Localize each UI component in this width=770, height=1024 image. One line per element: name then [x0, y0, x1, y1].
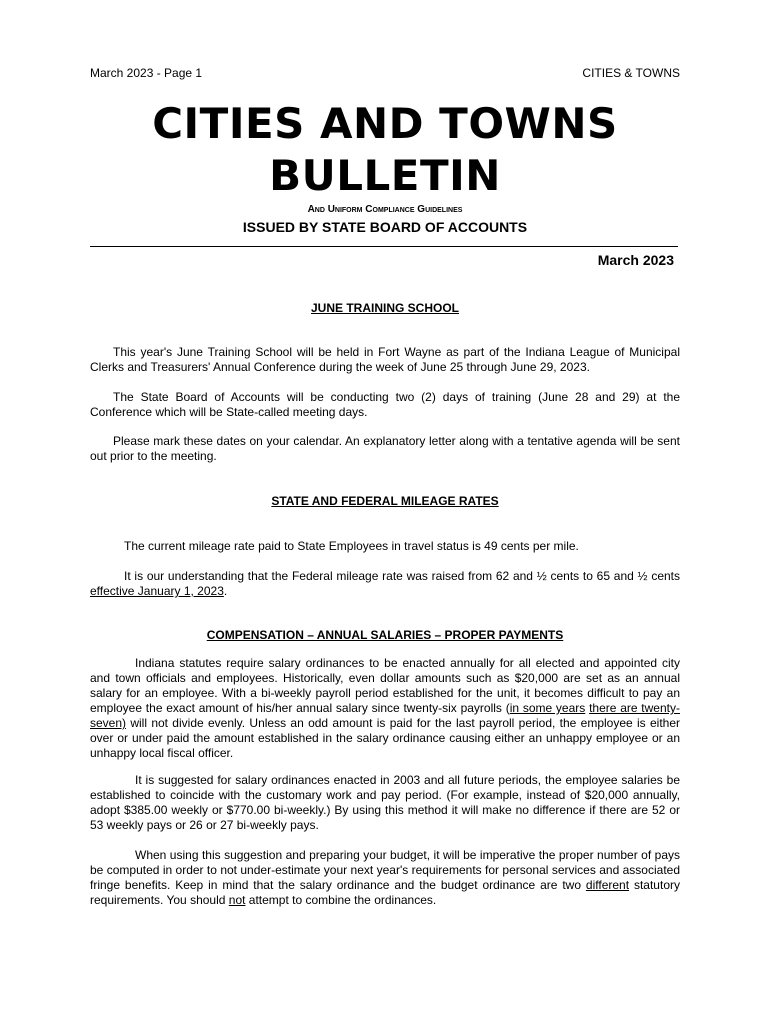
mileage-effective-date: effective January 1, 2023	[90, 584, 224, 598]
title-line-2: BULLETIN	[269, 151, 501, 200]
comp-p3-text-a: When using this suggestion and preparing your budget, it will be imperative the proper number of pays be computed in order to not under-estimate your next year's requirements for personal services and associated fringe benefits. Keep in mind that the salary ordinance and the budget ordinance are two	[90, 848, 680, 892]
comp-p3-text-c: attempt to combine the ordinances.	[245, 893, 437, 907]
mileage-text-a: It is our understanding that the Federal mileage rate was raised from 62 and ½ cents to 65 and ½ cents	[124, 569, 680, 583]
issued-by: ISSUED BY STATE BOARD OF ACCOUNTS	[242, 219, 528, 235]
training-paragraph-3: Please mark these dates on your calendar. An explanatory letter along with a tentative agenda will be sent out prior to the meeting.	[90, 434, 680, 463]
comp-p3-underline-2: not	[228, 893, 246, 907]
comp-p1-underline-2: there are twenty-seven)	[90, 701, 680, 730]
compensation-paragraph-1	[90, 656, 680, 761]
mileage-paragraph-1: The current mileage rate paid to State Employees in travel status is 49 cents per mile.	[124, 539, 579, 553]
compensation-paragraph-2: It is suggested for salary ordinances enacted in 2003 and all future periods, the employee salaries be established to coincide with the customary work and pay period. (For example, instead of $20,000 annually, adopt $385.00 weekly or $770.00 bi-weekly.) By using this method it will make no difference if there are 52 or 53 weekly pays or 26 or 27 bi-weekly pays.	[90, 773, 680, 832]
compensation-paragraph-3	[90, 848, 680, 908]
section-heading-mileage: STATE AND FEDERAL MILEAGE RATES	[271, 494, 499, 508]
bulletin-title	[90, 98, 680, 202]
section-heading-training: JUNE TRAINING SCHOOL	[310, 301, 459, 315]
training-paragraph-1: This year's June Training School will be held in Fort Wayne as part of the Indiana League of Municipal Clerks and Treasurers' Annual Conference during the week of June 25 through June 29, 2023.	[90, 345, 680, 374]
comp-p1-text-b: will not divide evenly. Unless an odd amount is paid for the last payroll period, the employee is either over or under paid the amount established in the salary ordinance causing either an unhappy employee or an unhappy local fiscal officer.	[90, 716, 680, 760]
page-header-left: March 2023 - Page 1	[90, 66, 203, 80]
page-header-right: CITIES & TOWNS	[582, 66, 680, 80]
bulletin-subtitle: And Uniform Compliance Guidelines	[307, 204, 463, 215]
section-heading-compensation: COMPENSATION – ANNUAL SALARIES – PROPER PAYMENTS	[206, 628, 564, 642]
mileage-paragraph-2	[90, 569, 680, 599]
training-paragraph-2: The State Board of Accounts will be conducting two (2) days of training (June 28 and 29) at the Conference which will be State-called meeting days.	[90, 390, 680, 419]
comp-p1-underline-1: in some years	[509, 701, 586, 715]
bulletin-date: March 2023	[597, 252, 674, 268]
header-divider	[90, 246, 678, 247]
comp-p3-underline-1: different	[585, 878, 630, 892]
title-line-1: CITIES AND TOWNS	[152, 99, 618, 148]
mileage-text-b: .	[223, 584, 228, 598]
comp-p1-text-a: Indiana statutes require salary ordinances to be enacted annually for all elected and appointed city and town officials and employees. Historically, even dollar amounts such as $20,000 are set as an annual salary for an employee. With a bi-weekly payroll period established for the unit, it becomes difficult to pay an employee the exact amount of his/her annual salary since twenty-six payrolls (	[90, 656, 680, 715]
comp-p3-text-b: statutory requirements. You should	[90, 878, 680, 907]
